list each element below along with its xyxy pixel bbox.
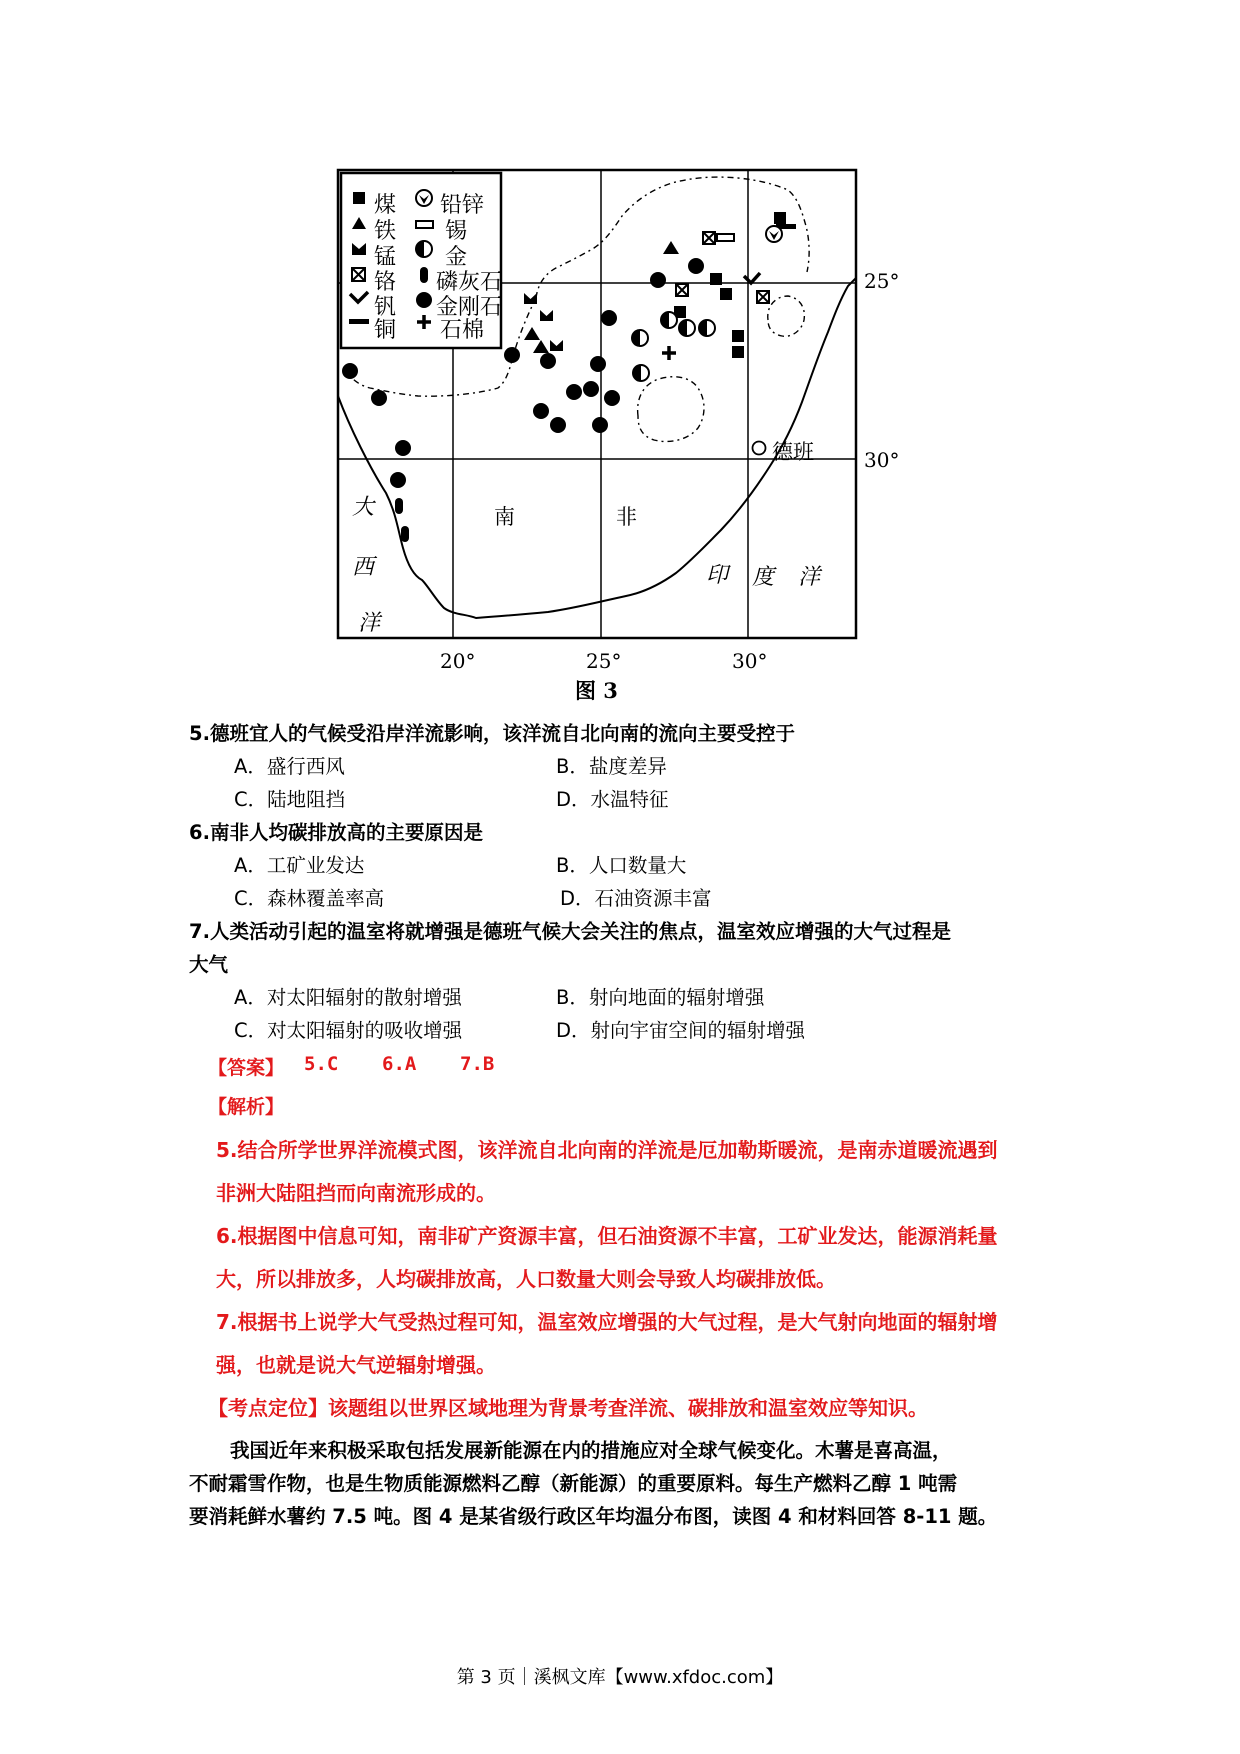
apatite-icon xyxy=(420,267,428,283)
diamond-mark xyxy=(550,417,566,433)
question-stem: 6.南非人均碳排放高的主要原因是 xyxy=(189,821,483,844)
analysis-line: 5.结合所学世界洋流模式图，该洋流自北向南的洋流是厄加勒斯暖流，是南赤道暖流遇到 xyxy=(216,1138,998,1162)
ocean-label: 印 xyxy=(706,563,729,588)
option: B．人口数量大 xyxy=(556,854,687,877)
diamond-icon xyxy=(416,292,432,308)
gold-mark xyxy=(633,365,649,381)
lon-label: 25° xyxy=(586,649,622,673)
vanadium-mark xyxy=(744,273,760,283)
legend-label: 煤 xyxy=(374,193,397,218)
diamond-mark xyxy=(395,440,411,456)
diamond-mark xyxy=(650,272,666,288)
analysis-line: 6.根据图中信息可知，南非矿产资源丰富，但石油资源不丰富，工矿业发达，能源消耗量 xyxy=(216,1224,998,1248)
coal-mark xyxy=(732,330,744,342)
chromium-mark xyxy=(676,284,688,296)
asbestos-mark xyxy=(662,346,676,360)
coal-mark xyxy=(732,346,744,358)
option: A．工矿业发达 xyxy=(234,854,365,877)
page-footer: 第 3 页｜溪枫文库【www.xfdoc.com】 xyxy=(456,1667,784,1688)
legend-label: 石棉 xyxy=(440,318,485,343)
lead-zinc-icon xyxy=(416,190,432,206)
option: A．对太阳辐射的散射增强 xyxy=(234,986,462,1009)
option: C．对太阳辐射的吸收增强 xyxy=(234,1019,463,1042)
coal-mark xyxy=(720,288,732,300)
option: C．森林覆盖率高 xyxy=(234,887,385,910)
gold-icon xyxy=(416,241,432,257)
manganese-deposits xyxy=(524,293,563,351)
south-africa-map xyxy=(336,168,861,643)
diamond-mark xyxy=(533,403,549,419)
lon-label: 30° xyxy=(732,649,768,673)
ocean-label: 洋 xyxy=(798,565,821,590)
analysis-line: 非洲大陆阻挡而向南流形成的。 xyxy=(216,1181,496,1205)
option: C．陆地阻挡 xyxy=(234,788,346,811)
chromium-icon xyxy=(352,268,365,281)
analysis-line: 强，也就是说大气逆辐射增强。 xyxy=(216,1353,496,1377)
passage-line: 要消耗鲜水薯约 7.5 吨。图 4 是某省级行政区年均温分布图，读图 4 和材料回答 8-11 题。 xyxy=(189,1505,998,1528)
lon-label: 20° xyxy=(440,649,476,673)
chromium-mark xyxy=(757,291,769,303)
ocean-label: 西 xyxy=(352,555,375,580)
legend-label: 金 xyxy=(445,245,468,270)
diamond-mark xyxy=(601,310,617,326)
diamond-mark xyxy=(342,363,358,379)
legend-label: 铁 xyxy=(374,219,397,244)
diamond-mark xyxy=(566,384,582,400)
city-label: 德班 xyxy=(772,440,814,464)
legend-label: 锡 xyxy=(445,219,468,244)
iron-mark xyxy=(533,340,549,353)
option: B．盐度差异 xyxy=(556,755,667,778)
diamond-mark xyxy=(590,356,606,372)
copper-icon xyxy=(349,319,369,324)
diamond-mark xyxy=(504,347,520,363)
gold-deposits xyxy=(632,312,715,381)
question-stem: 7.人类活动引起的温室将就增强是德班气候大会关注的焦点，温室效应增强的大气过程是 xyxy=(189,920,951,943)
knowledge-point: 【考点定位】该题组以世界区域地理为背景考查洋流、碳排放和温室效应等知识。 xyxy=(208,1396,928,1420)
ocean-label: 度 xyxy=(752,565,775,590)
option: D．石油资源丰富 xyxy=(560,887,712,910)
legend-label: 铬 xyxy=(374,270,397,295)
apatite-mark xyxy=(395,498,403,514)
gold-mark xyxy=(679,320,695,336)
legend-label: 锰 xyxy=(374,245,397,270)
question-stem-cont: 大气 xyxy=(189,953,229,976)
option: D．射向宇宙空间的辐射增强 xyxy=(556,1019,806,1042)
lat-label: 30° xyxy=(864,448,900,472)
diamond-mark xyxy=(583,381,599,397)
map-figure xyxy=(336,168,900,673)
question-stem: 5.德班宜人的气候受沿岸洋流影响，该洋流自北向南的流向主要受控于 xyxy=(189,722,795,745)
analysis-line: 大，所以排放多，人均碳排放高，人口数量大则会导致人均碳排放低。 xyxy=(216,1267,836,1291)
figure-caption: 图 3 xyxy=(575,678,618,703)
diamond-mark xyxy=(604,390,620,406)
gold-mark xyxy=(699,320,715,336)
answer-item: 6.A xyxy=(382,1053,417,1075)
manganese-mark xyxy=(524,293,537,304)
legend-label: 铜 xyxy=(374,318,397,343)
passage-line: 不耐霜雪作物，也是生物质能源燃料乙醇（新能源）的重要原料。每生产燃料乙醇 1 吨需 xyxy=(189,1472,958,1495)
diamond-mark xyxy=(390,472,406,488)
iron-mark xyxy=(524,327,540,340)
tin-icon xyxy=(416,221,433,228)
analysis-label: 【解析】 xyxy=(208,1096,285,1118)
gold-mark xyxy=(661,312,677,328)
answer-label: 【答案】 xyxy=(208,1057,285,1079)
answer-item: 5.C xyxy=(304,1053,339,1075)
option: A．盛行西风 xyxy=(234,755,345,778)
legend-label: 磷灰石 xyxy=(436,270,503,295)
ocean-label: 洋 xyxy=(358,611,381,636)
coal-icon xyxy=(353,192,365,204)
lead-zinc-mark xyxy=(766,226,782,242)
passage-line: 我国近年来积极采取包括发展新能源在内的措施应对全球气候变化。木薯是喜高温， xyxy=(230,1439,952,1462)
legend-label: 金刚石 xyxy=(436,295,503,320)
coal-mark xyxy=(710,273,722,285)
durban-icon xyxy=(753,442,766,455)
iron-mark xyxy=(663,241,679,254)
manganese-mark xyxy=(540,310,553,321)
diamond-mark xyxy=(540,353,556,369)
diamond-mark xyxy=(592,417,608,433)
coal-mark xyxy=(774,212,786,224)
legend-label: 钒 xyxy=(374,295,397,320)
option: B．射向地面的辐射增强 xyxy=(556,986,765,1009)
manganese-mark xyxy=(550,340,563,351)
diamond-mark xyxy=(371,390,387,406)
country-label: 非 xyxy=(616,505,637,529)
lat-label: 25° xyxy=(864,269,900,293)
answer-item: 7.B xyxy=(460,1053,495,1075)
country-label: 南 xyxy=(494,505,515,529)
chromium-mark xyxy=(703,232,715,244)
diamond-mark xyxy=(688,258,704,274)
swaziland-border xyxy=(768,296,805,336)
lesotho-border xyxy=(638,377,704,442)
option: D．水温特征 xyxy=(556,788,669,811)
analysis-line: 7.根据书上说学大气受热过程可知，温室效应增强的大气过程，是大气射向地面的辐射增 xyxy=(216,1310,998,1334)
legend-label: 铅锌 xyxy=(440,193,485,218)
tin-mark xyxy=(717,234,734,241)
ocean-label: 大 xyxy=(352,495,375,520)
apatite-mark xyxy=(401,526,409,542)
gold-mark xyxy=(632,330,648,346)
